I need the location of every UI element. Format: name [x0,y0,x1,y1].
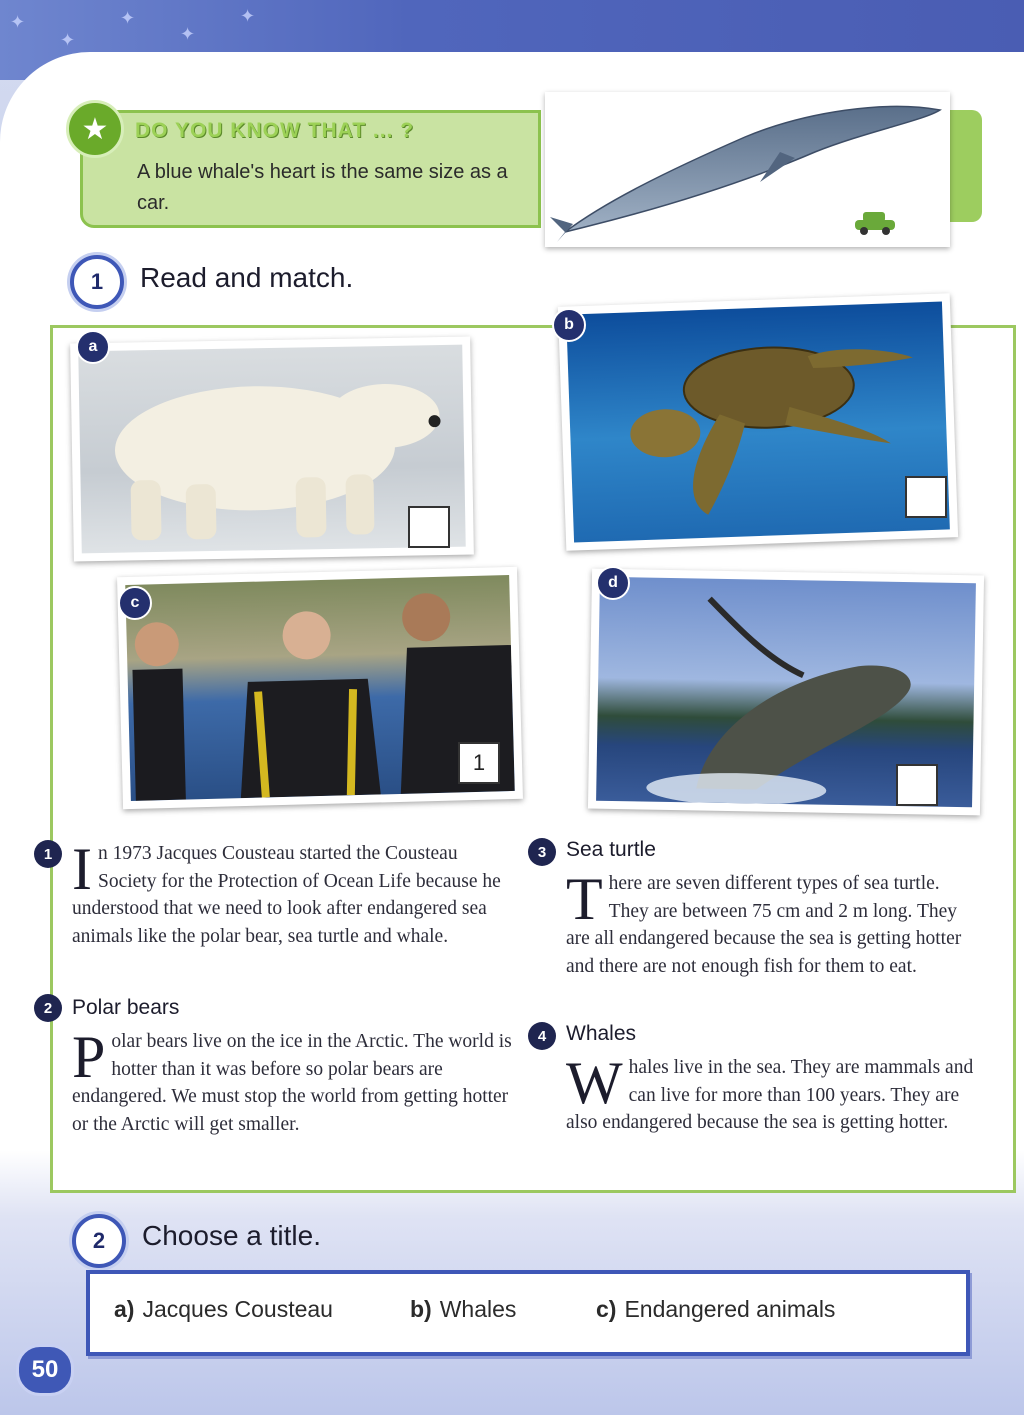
star-icon: ✦ [120,8,136,29]
star-icon: ✦ [240,6,256,27]
sea-turtle-icon [566,302,950,543]
section-4-text [566,1050,981,1137]
section-4-title: Whales [566,1022,637,1045]
section-2-text [72,1024,512,1138]
section-3-text [566,866,981,980]
star-icon: ✦ [60,30,76,51]
star-badge-icon: ★ [66,100,124,158]
section-3-dropcap: T [566,866,603,932]
photo-letter-d: d [596,566,630,600]
exercise-2-badge: 2 [72,1214,126,1268]
section-1-badge: 1 [34,840,62,868]
title-option-b-label: Whales [439,1296,517,1322]
title-option-a-key: a) [114,1296,135,1322]
car-icon [855,212,895,235]
answer-box-c[interactable]: 1 [458,742,500,784]
title-option-b[interactable] [410,1296,516,1323]
section-4-body: hales live in the sea. They are mammals and can live for more than 100 years. They are also endangered because the sea is getting hotter. [566,1057,974,1133]
answer-box-b[interactable] [905,476,947,518]
title-option-c[interactable] [596,1296,835,1323]
section-2-title: Polar bears [72,996,180,1019]
exercise-2-instruction: Choose a title. [142,1220,321,1251]
photo-b [558,293,958,551]
section-1-text [72,836,512,950]
fact-box [80,110,541,228]
title-options-box [86,1270,970,1356]
photo-letter-b: b [552,308,586,342]
exercise-1-badge: 1 [70,255,124,309]
section-3-body: here are seven different types of sea turtle. They are between 75 cm and 2 m long. They are all endangered because the sea is getting hotter and there are not enough fish for them to eat. [566,873,962,977]
section-4-dropcap: W [566,1050,623,1116]
answer-box-d[interactable] [896,764,938,806]
answer-box-a[interactable] [408,506,450,548]
photo-letter-c: c [118,586,152,620]
section-4-badge: 4 [528,1022,556,1050]
page-number: 50 [16,1344,74,1396]
section-2-body: olar bears live on the ice in the Arctic. The world is hotter than it was before so polar bears are endangered. We must stop the world from getting hotter or the Arctic will get smaller. [72,1031,512,1135]
title-option-b-key: b) [410,1296,432,1322]
title-option-a-label: Jacques Cousteau [142,1296,333,1322]
title-option-c-key: c) [596,1296,617,1322]
title-option-a[interactable] [114,1296,333,1323]
star-icon: ✦ [180,24,196,45]
section-1-body: n 1973 Jacques Cousteau started the Cousteau Society for the Protection of Ocean Life because he understood that we need to look after endangered sea animals like the polar bear, sea turtle and whale. [72,843,501,947]
blue-whale-illustration [545,92,950,247]
exercise-1-instruction: Read and match. [140,262,354,293]
star-icon: ✦ [10,12,26,33]
title-option-c-label: Endangered animals [624,1296,836,1322]
divers-icon [125,575,515,801]
section-2-dropcap: P [72,1024,106,1090]
blue-whale-icon [545,92,950,247]
section-2-badge: 2 [34,994,62,1022]
section-3-badge: 3 [528,838,556,866]
photo-letter-a: a [76,330,110,364]
fact-heading: DO YOU KNOW THAT ... ? [135,119,415,142]
section-3-title: Sea turtle [566,838,656,861]
fact-text: A blue whale's heart is the same size as a car. [137,161,508,214]
section-1-dropcap: I [72,836,92,902]
fact-box-tab [950,110,982,222]
